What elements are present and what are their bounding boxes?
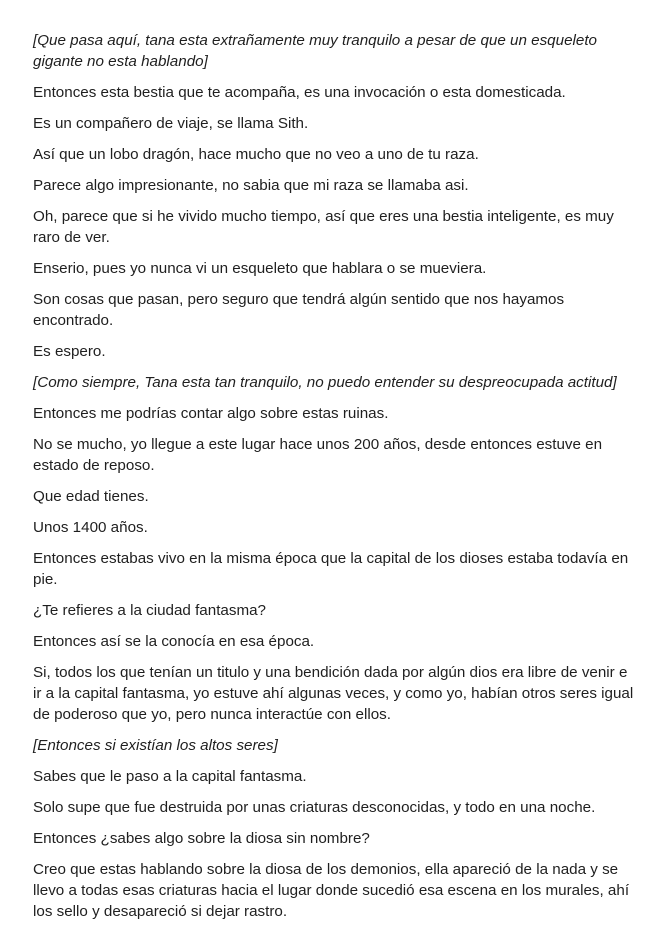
paragraph: No se mucho, yo llegue a este lugar hace unos 200 años, desde entonces estuve en estado de reposo.	[33, 436, 603, 474]
paragraph: Entonces me podrías contar algo sobre estas ruinas.	[33, 405, 389, 422]
paragraph: Sabes que le paso a la capital fantasma.	[33, 768, 307, 785]
paragraph: Parece algo impresionante, no sabia que mi raza se llamaba asi.	[33, 177, 469, 194]
paragraph: Unos 1400 años.	[33, 519, 148, 536]
paragraph: Enserio, pues yo nunca vi un esqueleto que hablara o se mueviera.	[33, 260, 487, 277]
paragraph: Entonces esta bestia que te acompaña, es una invocación o esta domesticada.	[33, 84, 566, 101]
paragraph: [Como siempre, Tana esta tan tranquilo, no puedo entender su despreocupada actitud]	[33, 374, 617, 391]
paragraph: [Entonces si existían los altos seres]	[33, 737, 278, 754]
paragraph: [Que pasa aquí, tana esta extrañamente muy tranquilo a pesar de que un esqueleto gigante no esta hablando]	[33, 32, 598, 70]
paragraph: Son cosas que pasan, pero seguro que tendrá algún sentido que nos hayamos encontrado.	[33, 291, 565, 329]
document-page	[33, 30, 638, 932]
paragraph: Es un compañero de viaje, se llama Sith.	[33, 115, 309, 132]
paragraph: Creo que estas hablando sobre la diosa de los demonios, ella apareció de la nada y se llevo a todas esas criaturas hacia el lugar donde sucedió esa escena en los murales, ahí los sello y desapareció si dejar rastro.	[33, 861, 630, 920]
paragraph: Entonces estabas vivo en la misma época que la capital de los dioses estaba todavía en pie.	[33, 550, 629, 588]
paragraph: Que edad tienes.	[33, 488, 149, 505]
paragraph: Si, todos los que tenían un titulo y una bendición dada por algún dios era libre de venir e ir a la capital fantasma, yo estuve ahí algunas veces, y como yo, habían otros seres igual de poderoso que yo, pero nunca interactúe con ellos.	[33, 664, 634, 723]
paragraph: Entonces así se la conocía en esa época.	[33, 633, 315, 650]
paragraph: Oh, parece que si he vivido mucho tiempo, así que eres una bestia inteligente, es muy raro de ver.	[33, 208, 614, 246]
paragraph: ¿Te refieres a la ciudad fantasma?	[33, 602, 266, 619]
paragraph: Entonces ¿sabes algo sobre la diosa sin nombre?	[33, 830, 370, 847]
paragraph: Así que un lobo dragón, hace mucho que no veo a uno de tu raza.	[33, 146, 479, 163]
paragraph: Solo supe que fue destruida por unas criaturas desconocidas, y todo en una noche.	[33, 799, 596, 816]
paragraph: Es espero.	[33, 343, 106, 360]
